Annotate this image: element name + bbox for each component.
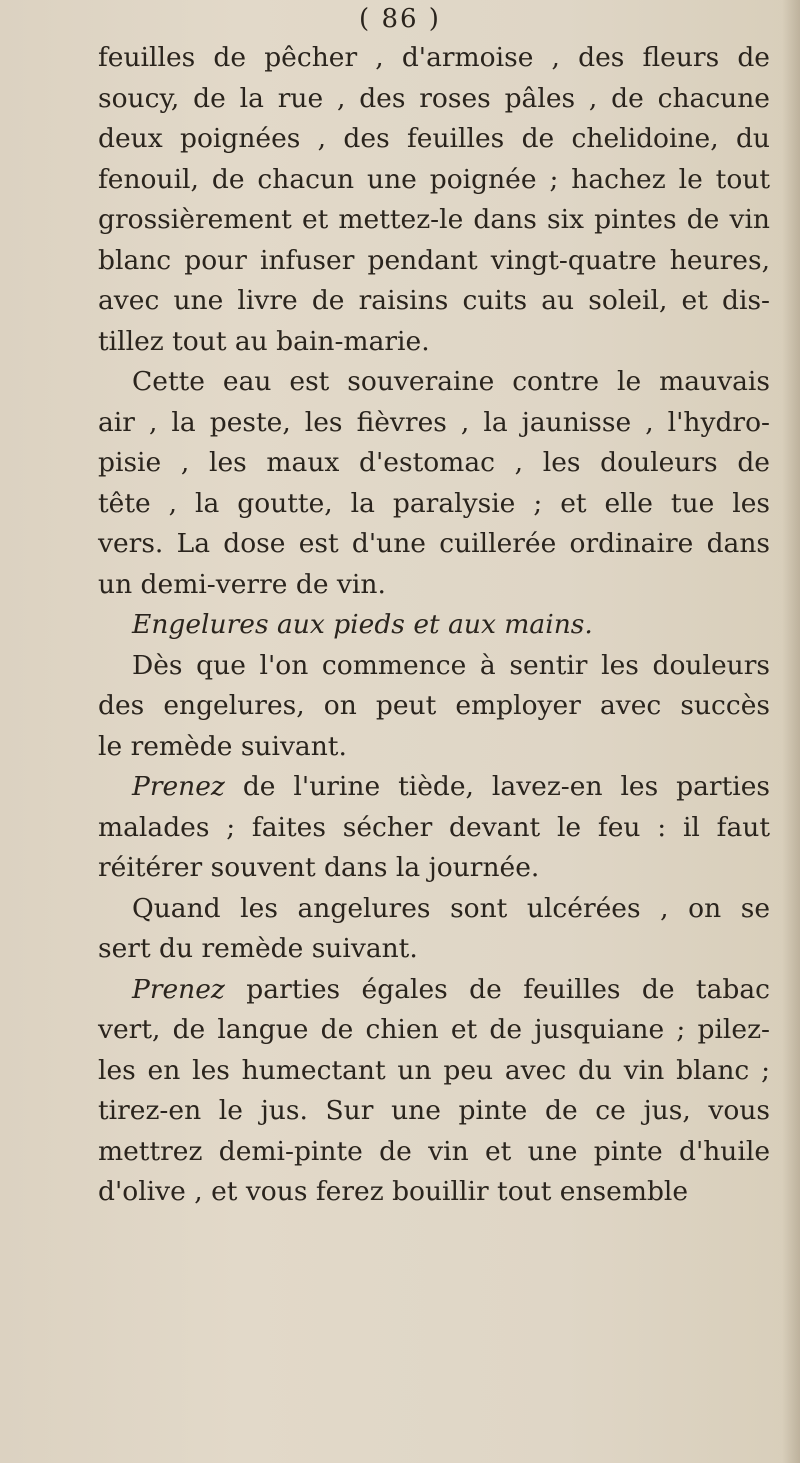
- recipe-lead-word: Prenez: [132, 973, 225, 1005]
- section-heading: Engelures aux pieds et aux mains.: [132, 609, 593, 640]
- text-line: sert du remède suivant.: [98, 933, 418, 964]
- text-line: un demi-verre de vin.: [98, 568, 386, 600]
- text-line: [98, 970, 770, 1011]
- text-line: blanc pour infuser pendant vingt-quatre heures,: [98, 244, 770, 276]
- text-line: feuilles de pêcher , d'armoise , des fleurs de: [98, 42, 770, 73]
- page-number: ( 86 ): [359, 4, 441, 34]
- text-line: vers. La dose est d'une cuillerée ordinaire dans: [98, 528, 770, 559]
- text-line: d'olive , et vous ferez bouillir tout ensemble: [98, 1176, 689, 1207]
- text-line: malades ; faites sécher devant le feu : il faut: [98, 811, 770, 843]
- recipe-lead-word: Prenez: [132, 771, 225, 802]
- text-line: réitérer souvent dans la journée.: [98, 852, 540, 883]
- text-line: mettrez demi-pinte de vin et une pinte d'huile: [98, 1135, 770, 1167]
- text-line: pisie , les maux d'estomac , les douleurs de: [98, 447, 770, 478]
- text-line: [98, 767, 770, 808]
- text-line: fenouil, de chacun une poignée ; hachez le tout: [98, 163, 770, 195]
- text-line: tirez-en le jus. Sur une pinte de ce jus, vous: [98, 1095, 770, 1126]
- text-line: vert, de langue de chien et de jusquiane ; pilez-: [98, 1014, 770, 1045]
- text-line: le remède suivant.: [98, 730, 347, 762]
- text-line: Quand les angelures sont ulcérées , on se: [132, 892, 770, 924]
- text-fragment: de l'urine tiède, lavez-en les parties: [224, 771, 770, 802]
- text-line: des engelures, on peut employer avec succès: [98, 690, 770, 721]
- text-line: tillez tout au bain-marie.: [98, 325, 430, 357]
- body-text: [98, 38, 770, 1213]
- text-line: avec une livre de raisins cuits au soleil, et dis-: [98, 285, 770, 316]
- text-line: air , la peste, les fièvres , la jaunisse , l'hydro-: [98, 406, 770, 438]
- text-line: tête , la goutte, la paralysie ; et elle tue les: [98, 487, 770, 519]
- text-line: grossièrement et mettez-le dans six pintes de vin: [98, 204, 770, 235]
- text-line: deux poignées , des feuilles de chelidoine, du: [98, 123, 770, 154]
- text-line: les en les humectant un peu avec du vin blanc ;: [98, 1054, 770, 1086]
- text-line: Cette eau est souveraine contre le mauvais: [132, 366, 770, 397]
- text-line: Dès que l'on commence à sentir les douleurs: [132, 649, 770, 681]
- text-line: soucy, de la rue , des roses pâles , de chacune: [98, 82, 770, 114]
- text-fragment: parties égales de feuilles de tabac: [224, 973, 770, 1005]
